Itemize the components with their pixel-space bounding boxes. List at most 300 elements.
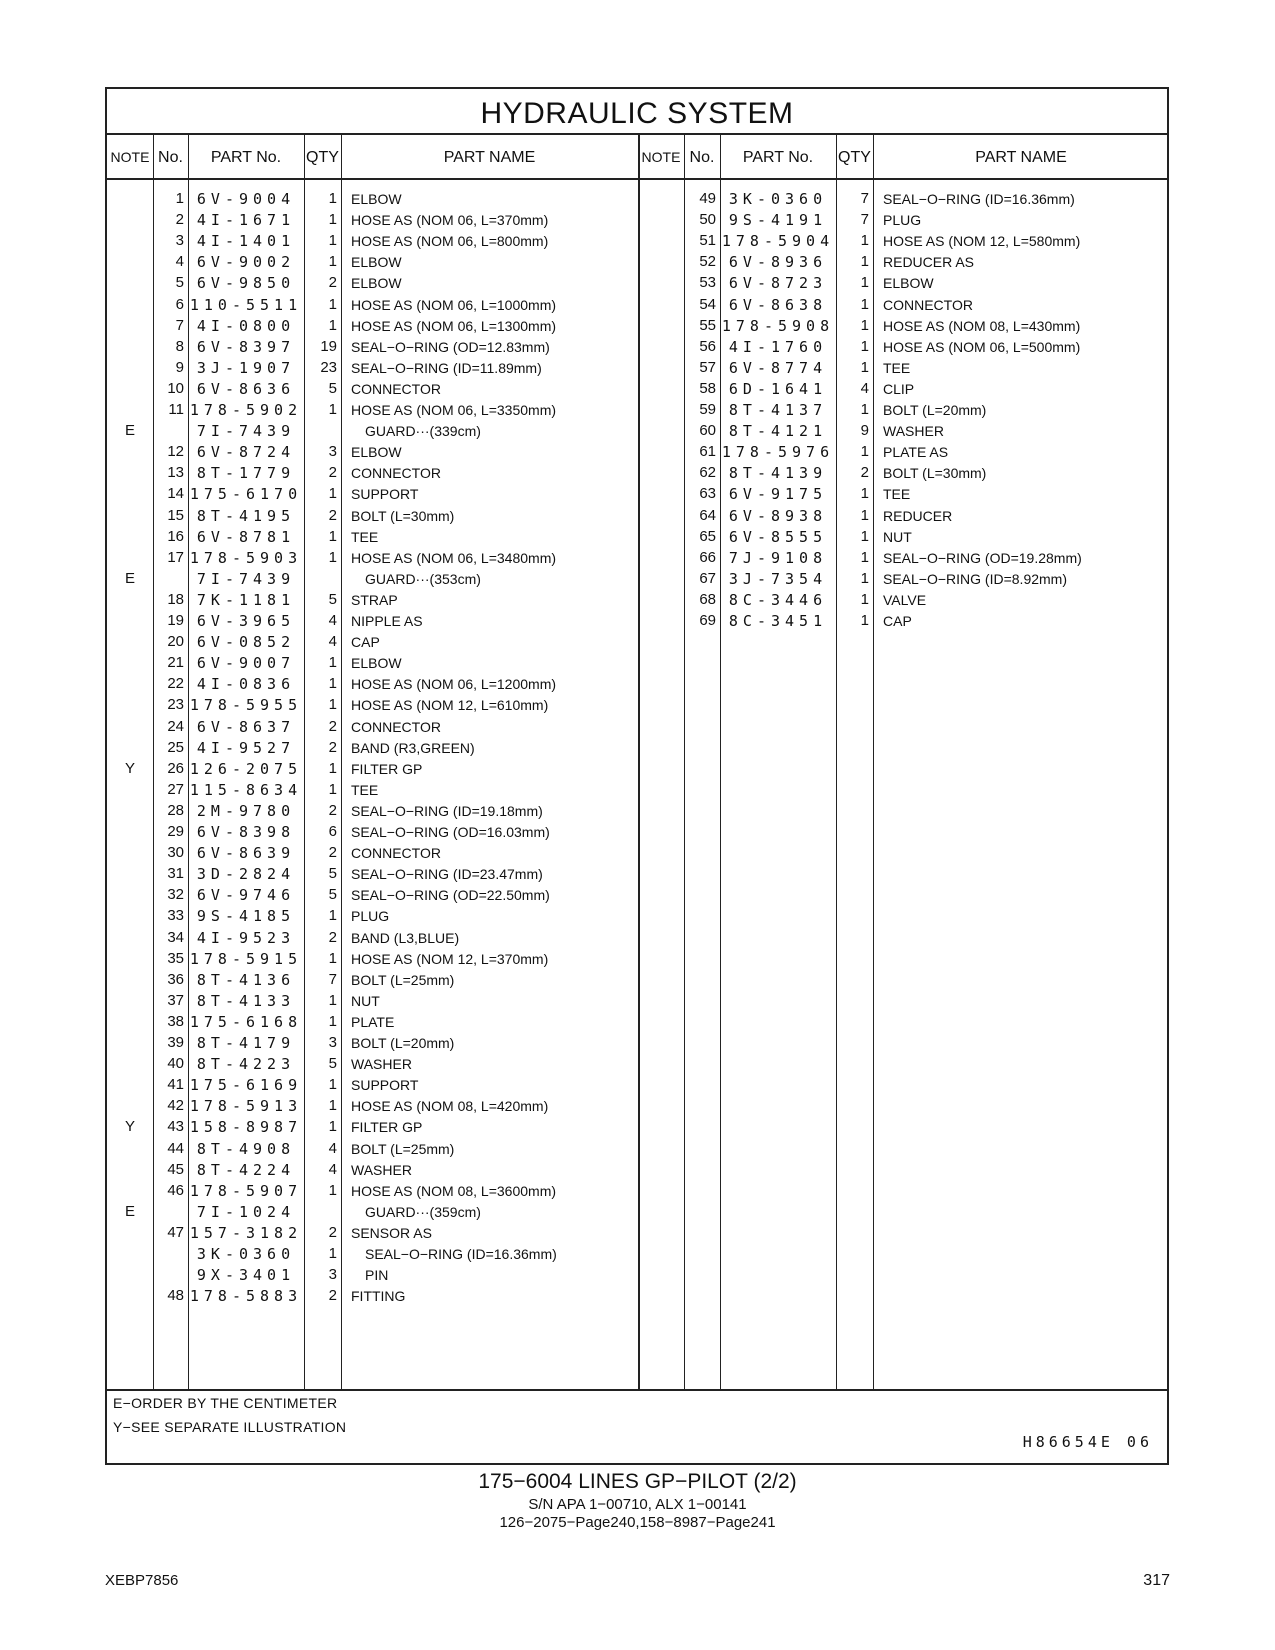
row-item-number: 27 xyxy=(167,780,184,798)
row-item-number: 39 xyxy=(167,1034,184,1051)
header-part-no: PART No. xyxy=(742,149,814,166)
row-item-number: 29 xyxy=(167,823,184,840)
row-quantity xyxy=(304,568,337,590)
row-part-number: 4I-1671 xyxy=(196,211,296,230)
row-note xyxy=(107,673,153,695)
row-part-number: 2M-9780 xyxy=(196,801,296,820)
row-part-name: SENSOR AS xyxy=(351,1224,432,1241)
group-caption: 175−6004 LINES GP−PILOT (2/2) xyxy=(478,1470,797,1493)
publication-number: XEBP7856 xyxy=(105,1572,179,1589)
row-quantity: 1 xyxy=(328,907,337,925)
row-item-number: 48 xyxy=(167,1287,184,1305)
row-part-number: 178-5908 xyxy=(721,316,835,335)
parts-table-frame xyxy=(105,87,1169,1465)
row-quantity: 1 xyxy=(328,485,337,503)
row-quantity: 1 xyxy=(328,253,337,271)
row-part-name: HOSE AS (NOM 12, L=580mm) xyxy=(883,233,1081,250)
row-part-number: 3J-1907 xyxy=(196,358,296,377)
row-quantity: 5 xyxy=(328,886,337,904)
row-note xyxy=(638,357,684,379)
row-quantity: 1 xyxy=(860,401,869,418)
row-part-name: PLUG xyxy=(351,908,390,925)
row-item-number: 24 xyxy=(167,717,184,735)
row-item-number xyxy=(153,1264,184,1286)
row-note xyxy=(107,357,153,379)
row-part-name: WASHER xyxy=(351,1161,412,1178)
row-quantity: 4 xyxy=(328,633,337,651)
row-part-number: 3J-7354 xyxy=(728,569,828,588)
row-part-number: 6V-9007 xyxy=(196,654,296,673)
row-part-number: 4I-9523 xyxy=(196,928,296,947)
row-item-number: 45 xyxy=(167,1160,184,1178)
serial-range: S/N APA 1−00710, ALX 1−00141 xyxy=(528,1496,747,1513)
row-note xyxy=(107,294,153,316)
header-no: No. xyxy=(158,149,183,166)
row-item-number: 37 xyxy=(167,991,184,1009)
row-part-number: 6V-0852 xyxy=(196,633,296,652)
row-note xyxy=(107,927,153,949)
row-item-number: 12 xyxy=(167,443,184,461)
row-part-number: 6V-8936 xyxy=(728,253,828,272)
row-part-number: 178-5904 xyxy=(721,232,835,251)
row-part-number: 6V-8555 xyxy=(728,527,828,546)
row-quantity: 1 xyxy=(860,506,869,524)
row-part-name: VALVE xyxy=(883,591,927,608)
row-item-number: 60 xyxy=(699,422,716,440)
row-part-name: ELBOW xyxy=(351,444,402,461)
row-quantity: 1 xyxy=(328,654,337,672)
row-item-number: 15 xyxy=(167,506,184,524)
row-part-number: 6V-8638 xyxy=(728,295,828,314)
row-part-number: 6D-1641 xyxy=(728,379,828,398)
row-note: E xyxy=(124,422,135,440)
row-note xyxy=(107,716,153,738)
row-item-number: 16 xyxy=(167,527,184,545)
row-part-name: TEE xyxy=(351,781,379,798)
row-note xyxy=(107,842,153,864)
row-note: E xyxy=(124,569,135,587)
row-part-name: SEAL−O−RING (OD=16.03mm) xyxy=(351,824,550,840)
row-part-number: 8T-4136 xyxy=(196,970,296,989)
row-part-name: CLIP xyxy=(883,380,915,397)
row-note xyxy=(107,441,153,463)
row-note: E xyxy=(124,1202,135,1220)
row-quantity: 1 xyxy=(860,612,869,629)
row-note xyxy=(107,1222,153,1244)
row-quantity: 1 xyxy=(860,590,869,608)
row-quantity xyxy=(304,420,337,442)
row-item-number: 59 xyxy=(699,401,716,418)
row-part-number: 4I-1760 xyxy=(728,337,828,356)
row-item-number: 54 xyxy=(699,295,716,313)
row-part-name: TEE xyxy=(351,528,379,545)
row-quantity: 7 xyxy=(860,190,869,207)
row-quantity: 1 xyxy=(328,527,337,545)
row-item-number: 3 xyxy=(175,232,184,250)
row-item-number: 58 xyxy=(699,379,716,397)
header-no: No. xyxy=(689,149,715,166)
row-item-number: 32 xyxy=(167,886,184,904)
row-item-number: 20 xyxy=(167,633,184,651)
row-part-number: 6V-8774 xyxy=(728,358,828,377)
row-item-number: 33 xyxy=(167,907,184,925)
row-note xyxy=(107,1180,153,1202)
row-part-number: 178-5976 xyxy=(721,443,835,462)
row-part-name: HOSE AS (NOM 06, L=370mm) xyxy=(351,212,549,229)
row-note xyxy=(107,505,153,527)
row-quantity: 1 xyxy=(860,337,869,355)
row-part-name: TEE xyxy=(883,359,911,376)
row-quantity: 3 xyxy=(328,1266,337,1284)
row-note: Y xyxy=(124,1118,135,1136)
row-part-number: 9S-4191 xyxy=(728,211,828,230)
row-quantity: 1 xyxy=(860,316,869,334)
row-item-number: 34 xyxy=(167,928,184,946)
row-part-name: PIN xyxy=(365,1267,389,1284)
row-part-number: 6V-9175 xyxy=(728,485,828,504)
row-part-name: PLATE AS xyxy=(883,444,949,461)
row-note xyxy=(107,547,153,569)
row-note xyxy=(107,272,153,294)
row-item-number: 67 xyxy=(699,569,716,587)
row-part-name: PLATE xyxy=(351,1013,395,1030)
row-note xyxy=(638,589,684,611)
row-item-number: 18 xyxy=(167,590,184,608)
row-part-number: 175-6169 xyxy=(189,1076,303,1095)
row-part-number: 8T-4224 xyxy=(196,1160,296,1179)
row-quantity: 3 xyxy=(328,443,337,461)
row-note xyxy=(638,251,684,273)
row-note xyxy=(107,737,153,759)
row-note xyxy=(638,462,684,484)
row-item-number xyxy=(153,420,184,442)
row-note xyxy=(107,610,153,632)
row-item-number: 40 xyxy=(167,1055,184,1073)
row-note xyxy=(638,399,684,421)
header-part-name: PART NAME xyxy=(975,149,1067,166)
row-note xyxy=(107,483,153,505)
row-quantity: 2 xyxy=(328,464,337,482)
row-note xyxy=(107,336,153,358)
row-quantity: 1 xyxy=(860,358,869,376)
row-quantity: 23 xyxy=(320,358,337,376)
row-item-number: 50 xyxy=(699,211,716,229)
row-part-number: 7K-1181 xyxy=(196,590,296,609)
row-quantity: 7 xyxy=(328,970,337,988)
row-part-name: GUARD···(339cm) xyxy=(365,423,481,440)
row-item-number: 57 xyxy=(699,358,716,376)
row-part-number: 6V-3965 xyxy=(196,612,296,630)
row-part-name: BAND (L3,BLUE) xyxy=(351,929,460,946)
row-part-name: CONNECTOR xyxy=(351,380,441,397)
row-part-number: 178-5903 xyxy=(189,548,303,567)
row-part-number: 6V-8639 xyxy=(196,844,296,863)
row-part-name: ELBOW xyxy=(351,655,402,672)
row-item-number: 1 xyxy=(175,190,184,207)
row-item-number: 66 xyxy=(699,548,716,566)
row-part-name: CAP xyxy=(351,634,380,651)
header-qty: QTY xyxy=(838,149,871,166)
row-note xyxy=(638,441,684,463)
row-part-number: 110-5511 xyxy=(189,295,303,314)
row-item-number: 2 xyxy=(175,211,184,229)
row-part-name: CONNECTOR xyxy=(883,296,973,313)
row-note xyxy=(107,948,153,970)
row-part-name: SEAL−O−RING (ID=11.89mm) xyxy=(351,359,542,376)
row-part-number: 6V-8397 xyxy=(196,337,296,356)
row-part-name: GUARD···(359cm) xyxy=(365,1203,481,1220)
row-note xyxy=(107,209,153,231)
row-item-number: 30 xyxy=(167,844,184,862)
row-part-name: CONNECTOR xyxy=(351,845,441,862)
row-part-name: SUPPORT xyxy=(351,1077,419,1094)
row-note xyxy=(107,1243,153,1265)
row-item-number: 8 xyxy=(175,337,184,355)
row-item-number: 65 xyxy=(699,527,716,545)
row-note xyxy=(638,610,684,632)
row-part-number: 6V-8636 xyxy=(196,379,296,398)
row-part-number: 8T-4195 xyxy=(196,506,296,525)
row-part-number: 4I-9527 xyxy=(196,738,296,757)
row-item-number: 69 xyxy=(699,612,716,629)
row-part-name: SEAL−O−RING (OD=22.50mm) xyxy=(351,887,550,904)
footnote-e: E−ORDER BY THE CENTIMETER xyxy=(113,1395,338,1411)
row-quantity: 2 xyxy=(328,274,337,292)
row-part-number: 178-5883 xyxy=(189,1287,303,1306)
row-note xyxy=(107,990,153,1012)
row-quantity: 1 xyxy=(860,232,869,250)
row-note xyxy=(107,1095,153,1117)
row-item-number xyxy=(153,1243,184,1265)
row-part-number: 178-5915 xyxy=(189,949,303,968)
row-item-number: 41 xyxy=(167,1076,184,1094)
row-part-name: BOLT (L=25mm) xyxy=(351,1140,455,1157)
row-note: Y xyxy=(124,759,135,777)
row-quantity: 1 xyxy=(860,548,869,566)
row-item-number: 42 xyxy=(167,1097,184,1115)
row-note xyxy=(638,188,684,210)
row-item-number: 55 xyxy=(699,316,716,334)
row-quantity: 19 xyxy=(320,337,337,355)
row-part-name: ELBOW xyxy=(351,254,402,271)
row-part-name: ELBOW xyxy=(351,191,402,207)
row-part-name: HOSE AS (NOM 08, L=420mm) xyxy=(351,1098,549,1115)
row-part-name: BOLT (L=25mm) xyxy=(351,971,455,988)
row-item-number: 6 xyxy=(175,295,184,313)
row-note xyxy=(107,462,153,484)
row-note xyxy=(107,589,153,611)
row-quantity: 1 xyxy=(328,949,337,967)
row-quantity: 2 xyxy=(328,844,337,862)
row-note xyxy=(638,294,684,316)
row-part-name: TEE xyxy=(883,486,911,503)
row-part-name: FITTING xyxy=(351,1288,406,1305)
row-note xyxy=(638,230,684,252)
row-note xyxy=(107,526,153,548)
row-note xyxy=(638,483,684,505)
row-quantity: 1 xyxy=(328,232,337,250)
row-part-name: BOLT (L=30mm) xyxy=(883,465,987,482)
row-part-name: HOSE AS (NOM 06, L=3480mm) xyxy=(351,549,557,566)
row-part-name: SEAL−O−RING (OD=12.83mm) xyxy=(351,338,550,355)
row-note xyxy=(107,230,153,252)
row-item-number: 61 xyxy=(699,443,716,461)
row-part-name: FILTER GP xyxy=(351,760,423,777)
row-item-number: 52 xyxy=(699,253,716,271)
row-quantity: 1 xyxy=(328,696,337,714)
row-item-number: 21 xyxy=(167,654,184,672)
row-quantity: 2 xyxy=(328,928,337,946)
page-references: 126−2075−Page240,158−8987−Page241 xyxy=(499,1514,776,1531)
row-part-number: 8C-3446 xyxy=(728,590,828,609)
row-part-name: HOSE AS (NOM 06, L=1200mm) xyxy=(351,676,557,693)
row-part-name: NUT xyxy=(351,992,380,1009)
row-item-number: 62 xyxy=(699,464,716,482)
row-part-number: 6V-8637 xyxy=(196,717,296,736)
row-quantity xyxy=(304,1201,337,1223)
row-part-number: 175-6170 xyxy=(189,485,303,504)
row-quantity: 1 xyxy=(328,1245,337,1262)
row-note xyxy=(107,251,153,273)
row-quantity: 1 xyxy=(328,1097,337,1115)
row-quantity: 1 xyxy=(328,1012,337,1030)
row-quantity: 2 xyxy=(860,464,869,482)
row-part-name: CONNECTOR xyxy=(351,465,441,482)
row-quantity: 5 xyxy=(328,379,337,397)
row-item-number: 31 xyxy=(167,865,184,883)
row-part-number: 6V-8723 xyxy=(728,274,828,293)
row-part-number: 6V-9850 xyxy=(196,274,296,293)
row-note xyxy=(107,800,153,822)
row-quantity: 4 xyxy=(328,1160,337,1178)
row-item-number: 17 xyxy=(167,548,184,566)
row-quantity: 4 xyxy=(328,1139,337,1157)
row-part-number: 8T-1779 xyxy=(196,464,296,483)
row-part-number: 8T-4133 xyxy=(196,991,296,1010)
row-part-number: 158-8987 xyxy=(189,1118,303,1137)
row-quantity: 2 xyxy=(328,801,337,819)
row-note xyxy=(638,547,684,569)
row-note xyxy=(638,315,684,337)
row-part-number: 178-5907 xyxy=(189,1181,303,1200)
row-quantity: 1 xyxy=(328,991,337,1009)
section-title: HYDRAULIC SYSTEM xyxy=(107,89,1167,135)
row-part-name: SEAL−O−RING (ID=16.36mm) xyxy=(365,1246,557,1262)
row-item-number: 7 xyxy=(175,316,184,334)
row-item-number: 35 xyxy=(167,949,184,967)
row-quantity: 1 xyxy=(860,443,869,461)
row-part-name: STRAP xyxy=(351,591,398,608)
row-note xyxy=(107,1264,153,1286)
row-item-number: 44 xyxy=(167,1139,184,1157)
row-note xyxy=(107,1074,153,1096)
row-item-number: 28 xyxy=(167,801,184,819)
row-quantity: 2 xyxy=(328,1223,337,1241)
row-note xyxy=(638,420,684,442)
row-part-name: BOLT (L=20mm) xyxy=(883,402,987,418)
row-quantity: 1 xyxy=(328,1076,337,1094)
table-body-bottom-rule xyxy=(107,1389,1167,1391)
row-quantity: 1 xyxy=(860,253,869,271)
row-part-name: SEAL−O−RING (ID=16.36mm) xyxy=(883,191,1075,207)
row-part-name: HOSE AS (NOM 12, L=610mm) xyxy=(351,697,549,714)
row-part-number: 8T-4179 xyxy=(196,1034,296,1052)
header-note: NOTE xyxy=(110,149,150,165)
row-item-number: 38 xyxy=(167,1012,184,1030)
row-part-number: 7I-1024 xyxy=(196,1202,296,1221)
row-item-number: 26 xyxy=(167,759,184,777)
row-part-number: 6V-8781 xyxy=(196,527,296,546)
row-item-number: 56 xyxy=(699,337,716,355)
row-part-name: FILTER GP xyxy=(351,1119,423,1136)
row-part-name: WASHER xyxy=(351,1056,412,1073)
row-note xyxy=(107,969,153,991)
row-note xyxy=(638,209,684,231)
row-note xyxy=(638,336,684,358)
row-note xyxy=(107,188,153,210)
row-note xyxy=(638,272,684,294)
row-item-number: 9 xyxy=(175,358,184,376)
row-note xyxy=(107,1159,153,1181)
row-item-number: 43 xyxy=(167,1118,184,1136)
row-quantity: 5 xyxy=(328,1055,337,1073)
row-part-number: 4I-0800 xyxy=(196,316,296,335)
row-part-name: ELBOW xyxy=(351,275,402,292)
row-part-number: 6V-9002 xyxy=(196,253,296,272)
row-part-number: 6V-8938 xyxy=(728,506,828,525)
row-quantity: 1 xyxy=(328,1181,337,1199)
row-part-number: 7I-7439 xyxy=(196,569,296,588)
row-note xyxy=(107,1285,153,1307)
row-part-number: 3D-2824 xyxy=(196,865,296,884)
row-part-number: 3K-0360 xyxy=(196,1245,296,1263)
row-quantity: 1 xyxy=(328,675,337,693)
row-note xyxy=(107,821,153,843)
row-quantity: 1 xyxy=(328,1118,337,1136)
row-part-name: CAP xyxy=(883,613,912,629)
row-quantity: 1 xyxy=(328,295,337,313)
row-part-number: 8T-4139 xyxy=(728,464,828,483)
row-note xyxy=(107,631,153,653)
row-part-number: 4I-0836 xyxy=(196,675,296,694)
row-part-number: 9S-4185 xyxy=(196,907,296,926)
row-quantity: 1 xyxy=(328,316,337,334)
row-part-name: NUT xyxy=(883,528,912,545)
row-quantity: 5 xyxy=(328,865,337,883)
row-note xyxy=(107,905,153,927)
row-item-number: 13 xyxy=(167,464,184,482)
row-quantity: 4 xyxy=(328,612,337,629)
header-note: NOTE xyxy=(641,149,681,165)
row-quantity: 1 xyxy=(860,485,869,503)
row-part-name: SEAL−O−RING (ID=8.92mm) xyxy=(883,570,1068,587)
row-item-number: 10 xyxy=(167,379,184,397)
row-note xyxy=(107,779,153,801)
row-note xyxy=(107,652,153,674)
row-item-number: 14 xyxy=(167,485,184,503)
row-item-number: 63 xyxy=(699,485,716,503)
row-quantity: 1 xyxy=(860,295,869,313)
row-part-name: HOSE AS (NOM 06, L=1000mm) xyxy=(351,296,557,313)
row-part-number: 126-2075 xyxy=(189,759,303,778)
row-quantity: 1 xyxy=(328,190,337,207)
row-note xyxy=(107,694,153,716)
row-part-number: 4I-1401 xyxy=(196,232,296,251)
row-quantity: 1 xyxy=(860,569,869,587)
row-part-number: 8T-4908 xyxy=(196,1139,296,1158)
row-part-name: HOSE AS (NOM 06, L=800mm) xyxy=(351,233,549,250)
row-quantity: 1 xyxy=(328,401,337,418)
